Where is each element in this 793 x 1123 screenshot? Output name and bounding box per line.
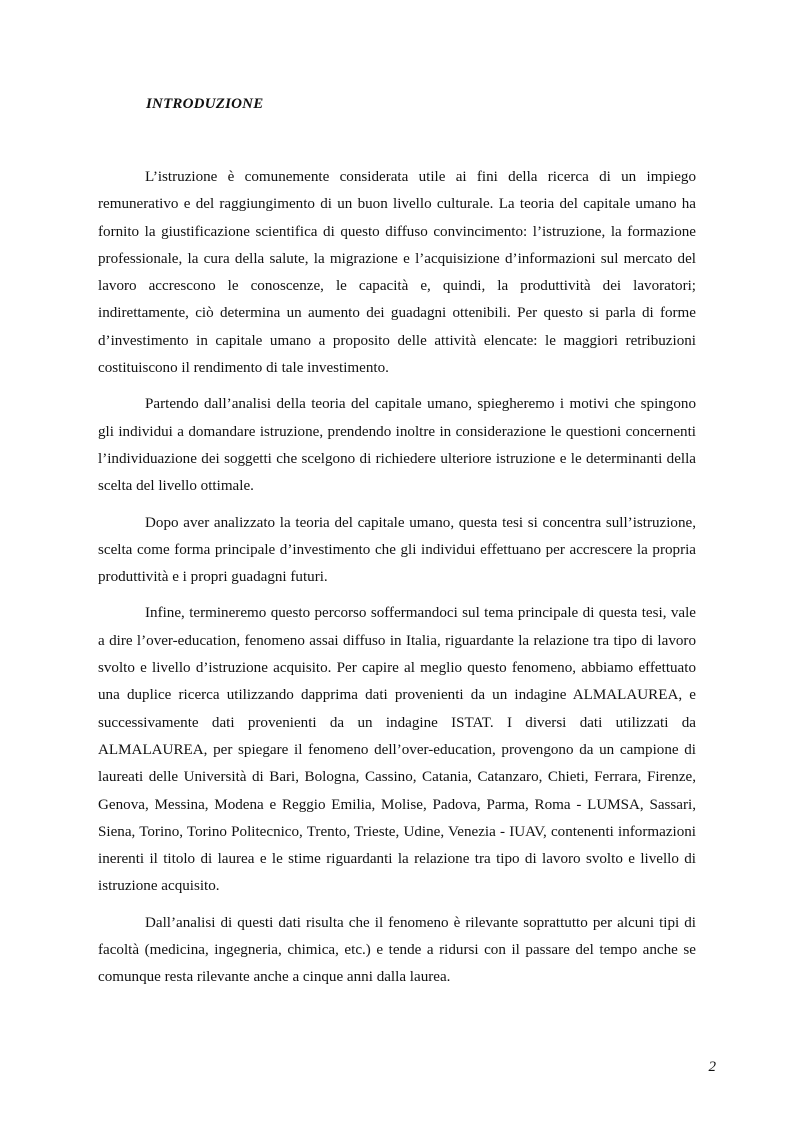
paragraph-5: Dall’analisi di questi dati risulta che il fenomeno è rilevante soprattutto per alcuni tipi di facoltà (medicina, ingegneria, chimica, etc.) e tende a ridursi con il passare del tempo anche se comunque resta rilevante anche a cinque anni dalla laurea. [98,914,696,986]
paragraph-2: Partendo dall’analisi della teoria del capitale umano, spiegheremo i motivi che spingono gli individui a domandare istruzione, prendendo inoltre in considerazione le questioni concernenti l’individuazione dei soggetti che scelgono di richiedere ulteriore istruzione e le determinanti della scelta del livello ottimale. [98,396,696,495]
section-heading: INTRODUZIONE [146,96,264,112]
paragraph-4: Infine, termineremo questo percorso soffermandoci sul tema principale di questa tesi, vale a dire l’over-education, fenomeno assai diffuso in Italia, riguardante la relazione tra tipo di lavoro svolto e livello d’istruzione acquisito. Per capire al meglio questo fenomeno, abbiamo effettuato una duplice ricerca utilizzando dapprima dati provenienti da un indagine ALMALAUREA, e successivamente dati provenienti da un indagine ISTAT. I diversi dati utilizzati da ALMALAUREA, per spiegare il fenomeno dell’over-education, provengono da un campione di laureati delle Università di Bari, Bologna, Cassino, Catania, Catanzaro, Chieti, Ferrara, Firenze, Genova, Messina, Modena e Reggio Emilia, Molise, Padova, Parma, Roma - LUMSA, Sassari, Siena, Torino, Torino Politecnico, Trento, Trieste, Udine, Venezia - IUAV, contenenti informazioni inerenti il titolo di laurea e le stime riguardanti la relazione tra tipo di lavoro svolto e livello di istruzione acquisito. [98,605,696,895]
body-text [98,164,696,1001]
paragraph-1: L’istruzione è comunemente considerata utile ai fini della ricerca di un impiego remunerativo e del raggiungimento di un buon livello culturale. La teoria del capitale umano ha fornito la giustificazione scientifica di questo diffuso convincimento: l’istruzione, la formazione professionale, la cura della salute, la migrazione e l’acquisizione d’informazioni sul mercato del lavoro accrescono le conoscenze, le capacità e, quindi, la produttività dei lavoratori; indirettamente, ciò determina un aumento dei guadagni ottenibili. Per questo si parla di forme d’investimento in capitale umano a proposito delle attività elencate: le maggiori retribuzioni costituiscono il rendimento di tale investimento. [98,169,696,377]
paragraph-3: Dopo aver analizzato la teoria del capitale umano, questa tesi si concentra sull’istruzione, scelta come forma principale d’investimento che gli individui effettuano per accrescere la propria produttività e i propri guadagni futuri. [98,514,696,586]
page-number: 2 [708,1059,716,1075]
